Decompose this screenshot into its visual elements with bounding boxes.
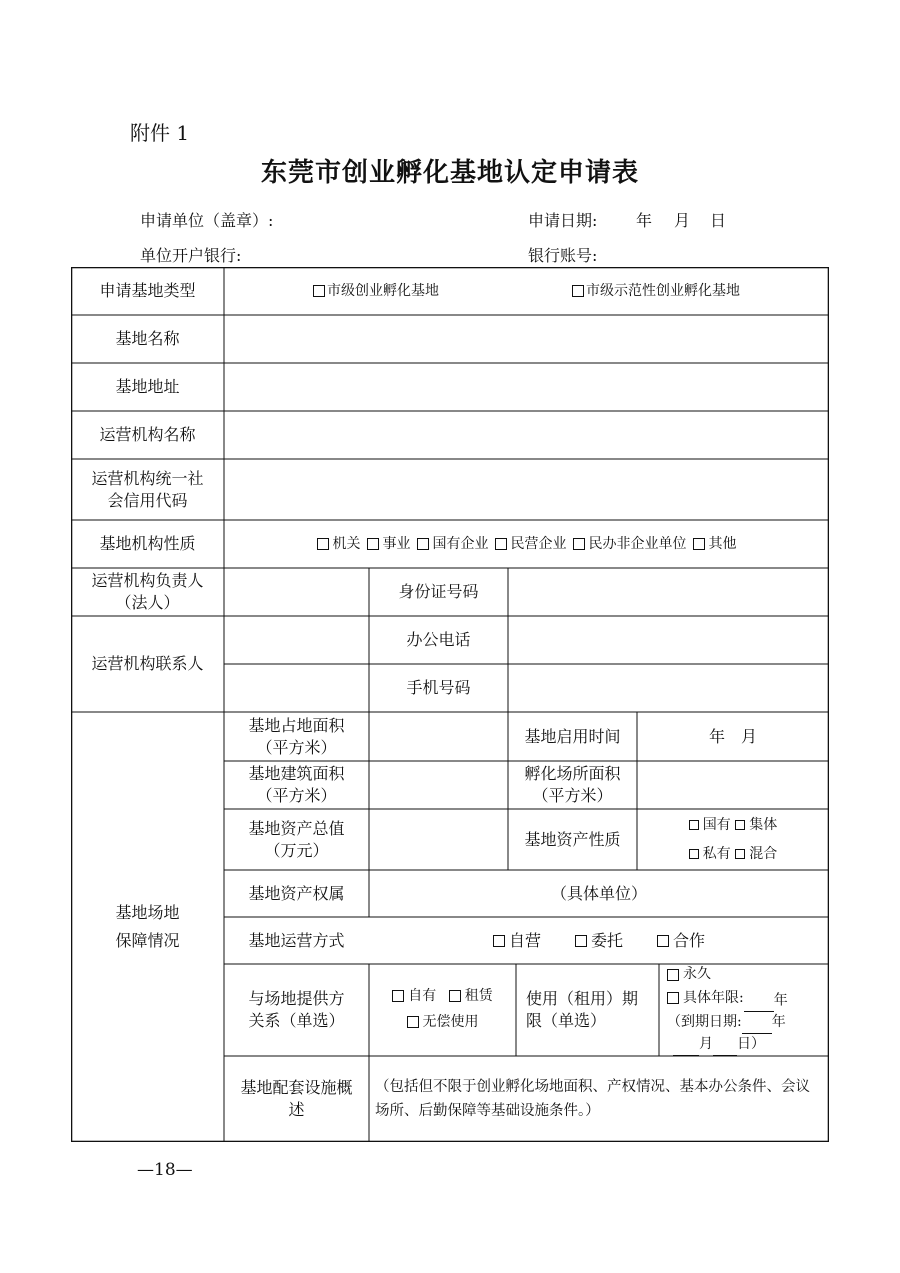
checkbox-icon[interactable] — [407, 1016, 419, 1028]
land-area-field[interactable] — [369, 712, 508, 761]
checkbox-icon[interactable] — [449, 990, 461, 1002]
mobile-label: 手机号码 — [406, 678, 471, 697]
checkbox-icon[interactable] — [689, 820, 699, 830]
checkbox-icon[interactable] — [573, 538, 585, 550]
term-permanent-option[interactable]: 永久 — [667, 964, 711, 985]
checkbox-icon[interactable] — [689, 849, 699, 859]
incub-area-label: 孵化场所面积 （平方米） — [524, 764, 621, 805]
option-city-base[interactable]: 市级创业孵化基地 — [296, 267, 456, 315]
option-demo-base[interactable]: 市级示范性创业孵化基地 — [556, 267, 756, 315]
checkbox-icon[interactable] — [735, 849, 745, 859]
operation-options — [369, 917, 829, 964]
asset-value-field[interactable] — [369, 809, 508, 870]
contact-field-2[interactable] — [224, 664, 369, 712]
leader-label: 运营机构负责人 （法人） — [91, 571, 204, 612]
base-address-field[interactable] — [224, 363, 829, 411]
nature-option[interactable]: 民办非企业单位 — [573, 535, 687, 553]
nature-option[interactable]: 国有企业 — [417, 535, 489, 553]
attachment-label: 附件 1 — [130, 121, 190, 145]
nature-option[interactable]: 其他 — [693, 535, 737, 553]
nature-option[interactable]: 民营企业 — [495, 535, 567, 553]
build-area-label: 基地建筑面积 （平方米） — [248, 764, 345, 805]
base-name-field[interactable] — [224, 315, 829, 363]
base-type-label: 申请基地类型 — [99, 281, 196, 300]
site-guarantee-label: 基地场地 保障情况 — [115, 903, 180, 950]
term-label: 使用（租用）期 限（单选） — [526, 989, 639, 1030]
checkbox-icon[interactable] — [667, 969, 679, 981]
checkbox-icon[interactable] — [735, 820, 745, 830]
facility-description[interactable]: （包括但不限于创业孵化场地面积、产权情况、基本办公条件、会议场所、后勤保障等基础设施条件。） — [375, 1079, 810, 1119]
checkbox-icon[interactable] — [572, 285, 584, 297]
checkbox-icon[interactable] — [392, 990, 404, 1002]
asset-option[interactable]: 混合 — [735, 840, 777, 868]
asset-option[interactable]: 私有 — [689, 840, 731, 868]
relation-options — [369, 964, 516, 1056]
base-name-label: 基地名称 — [115, 329, 180, 348]
facility-label: 基地配套设施概 述 — [240, 1078, 353, 1119]
mobile-field[interactable] — [508, 664, 829, 712]
checkbox-icon[interactable] — [313, 285, 325, 297]
relation-label: 与场地提供方 关系（单选） — [248, 989, 345, 1030]
base-address-label: 基地地址 — [115, 377, 180, 396]
id-number-label: 身份证号码 — [398, 582, 479, 601]
asset-option[interactable]: 国有 — [689, 811, 731, 839]
applicant-label: 申请单位（盖章）: — [140, 211, 274, 230]
nature-option[interactable]: 事业 — [367, 535, 411, 553]
nature-options — [224, 520, 829, 568]
checkbox-icon[interactable] — [367, 538, 379, 550]
nature-option[interactable]: 机关 — [317, 535, 361, 553]
date-month: 月 — [674, 211, 691, 230]
date-year: 年 — [636, 211, 653, 230]
incub-area-field[interactable] — [637, 761, 829, 809]
asset-value-label: 基地资产总值 （万元） — [248, 818, 345, 860]
checkbox-icon[interactable] — [667, 992, 679, 1004]
office-phone-label: 办公电话 — [406, 630, 471, 649]
credit-code-label: 运营机构统一社 会信用代码 — [91, 468, 204, 510]
operation-option[interactable]: 合作 — [657, 930, 705, 952]
checkbox-icon[interactable] — [317, 538, 329, 550]
account-label: 银行账号: — [528, 246, 598, 265]
relation-option[interactable]: 自有 — [392, 984, 436, 1008]
bank-label: 单位开户银行: — [140, 246, 242, 265]
office-phone-field[interactable] — [508, 616, 829, 664]
form-title: 东莞市创业孵化基地认定申请表 — [260, 158, 639, 188]
contact-field-1[interactable] — [224, 616, 369, 664]
checkbox-icon[interactable] — [417, 538, 429, 550]
operation-mode-label: 基地运营方式 — [248, 930, 345, 950]
start-time-field[interactable]: 年 月 — [708, 726, 757, 746]
relation-option[interactable]: 租赁 — [449, 984, 493, 1008]
term-specific-option[interactable]: 具体年限: — [667, 988, 744, 1009]
checkbox-icon[interactable] — [657, 935, 669, 947]
checkbox-icon[interactable] — [693, 538, 705, 550]
nature-label: 基地机构性质 — [99, 534, 196, 553]
asset-nature-options — [637, 809, 829, 870]
id-number-field[interactable] — [508, 568, 829, 616]
apply-date-label: 申请日期: — [528, 211, 598, 230]
term-options: 永久 具体年限: 年 （到期日期: 年 月 日） — [659, 964, 829, 1056]
ownership-field[interactable]: （具体单位） — [550, 883, 647, 903]
checkbox-icon[interactable] — [493, 935, 505, 947]
checkbox-icon[interactable] — [495, 538, 507, 550]
page-number: —18— — [137, 1160, 193, 1180]
build-area-field[interactable] — [369, 761, 508, 809]
application-form-table — [71, 267, 829, 1142]
operator-name-label: 运营机构名称 — [99, 425, 196, 444]
operator-name-field[interactable] — [224, 411, 829, 459]
relation-option[interactable]: 无偿使用 — [407, 1010, 479, 1034]
operation-option[interactable]: 自营 — [493, 930, 541, 952]
operation-option[interactable]: 委托 — [575, 930, 623, 952]
date-day: 日 — [710, 211, 727, 230]
leader-field[interactable] — [224, 568, 369, 616]
credit-code-field[interactable] — [224, 459, 829, 520]
start-time-label: 基地启用时间 — [524, 726, 621, 746]
land-area-label: 基地占地面积 （平方米） — [248, 715, 345, 757]
asset-option[interactable]: 集体 — [735, 811, 777, 839]
ownership-label: 基地资产权属 — [248, 883, 345, 903]
checkbox-icon[interactable] — [575, 935, 587, 947]
contact-label: 运营机构联系人 — [91, 654, 204, 673]
asset-nature-label: 基地资产性质 — [524, 829, 621, 849]
